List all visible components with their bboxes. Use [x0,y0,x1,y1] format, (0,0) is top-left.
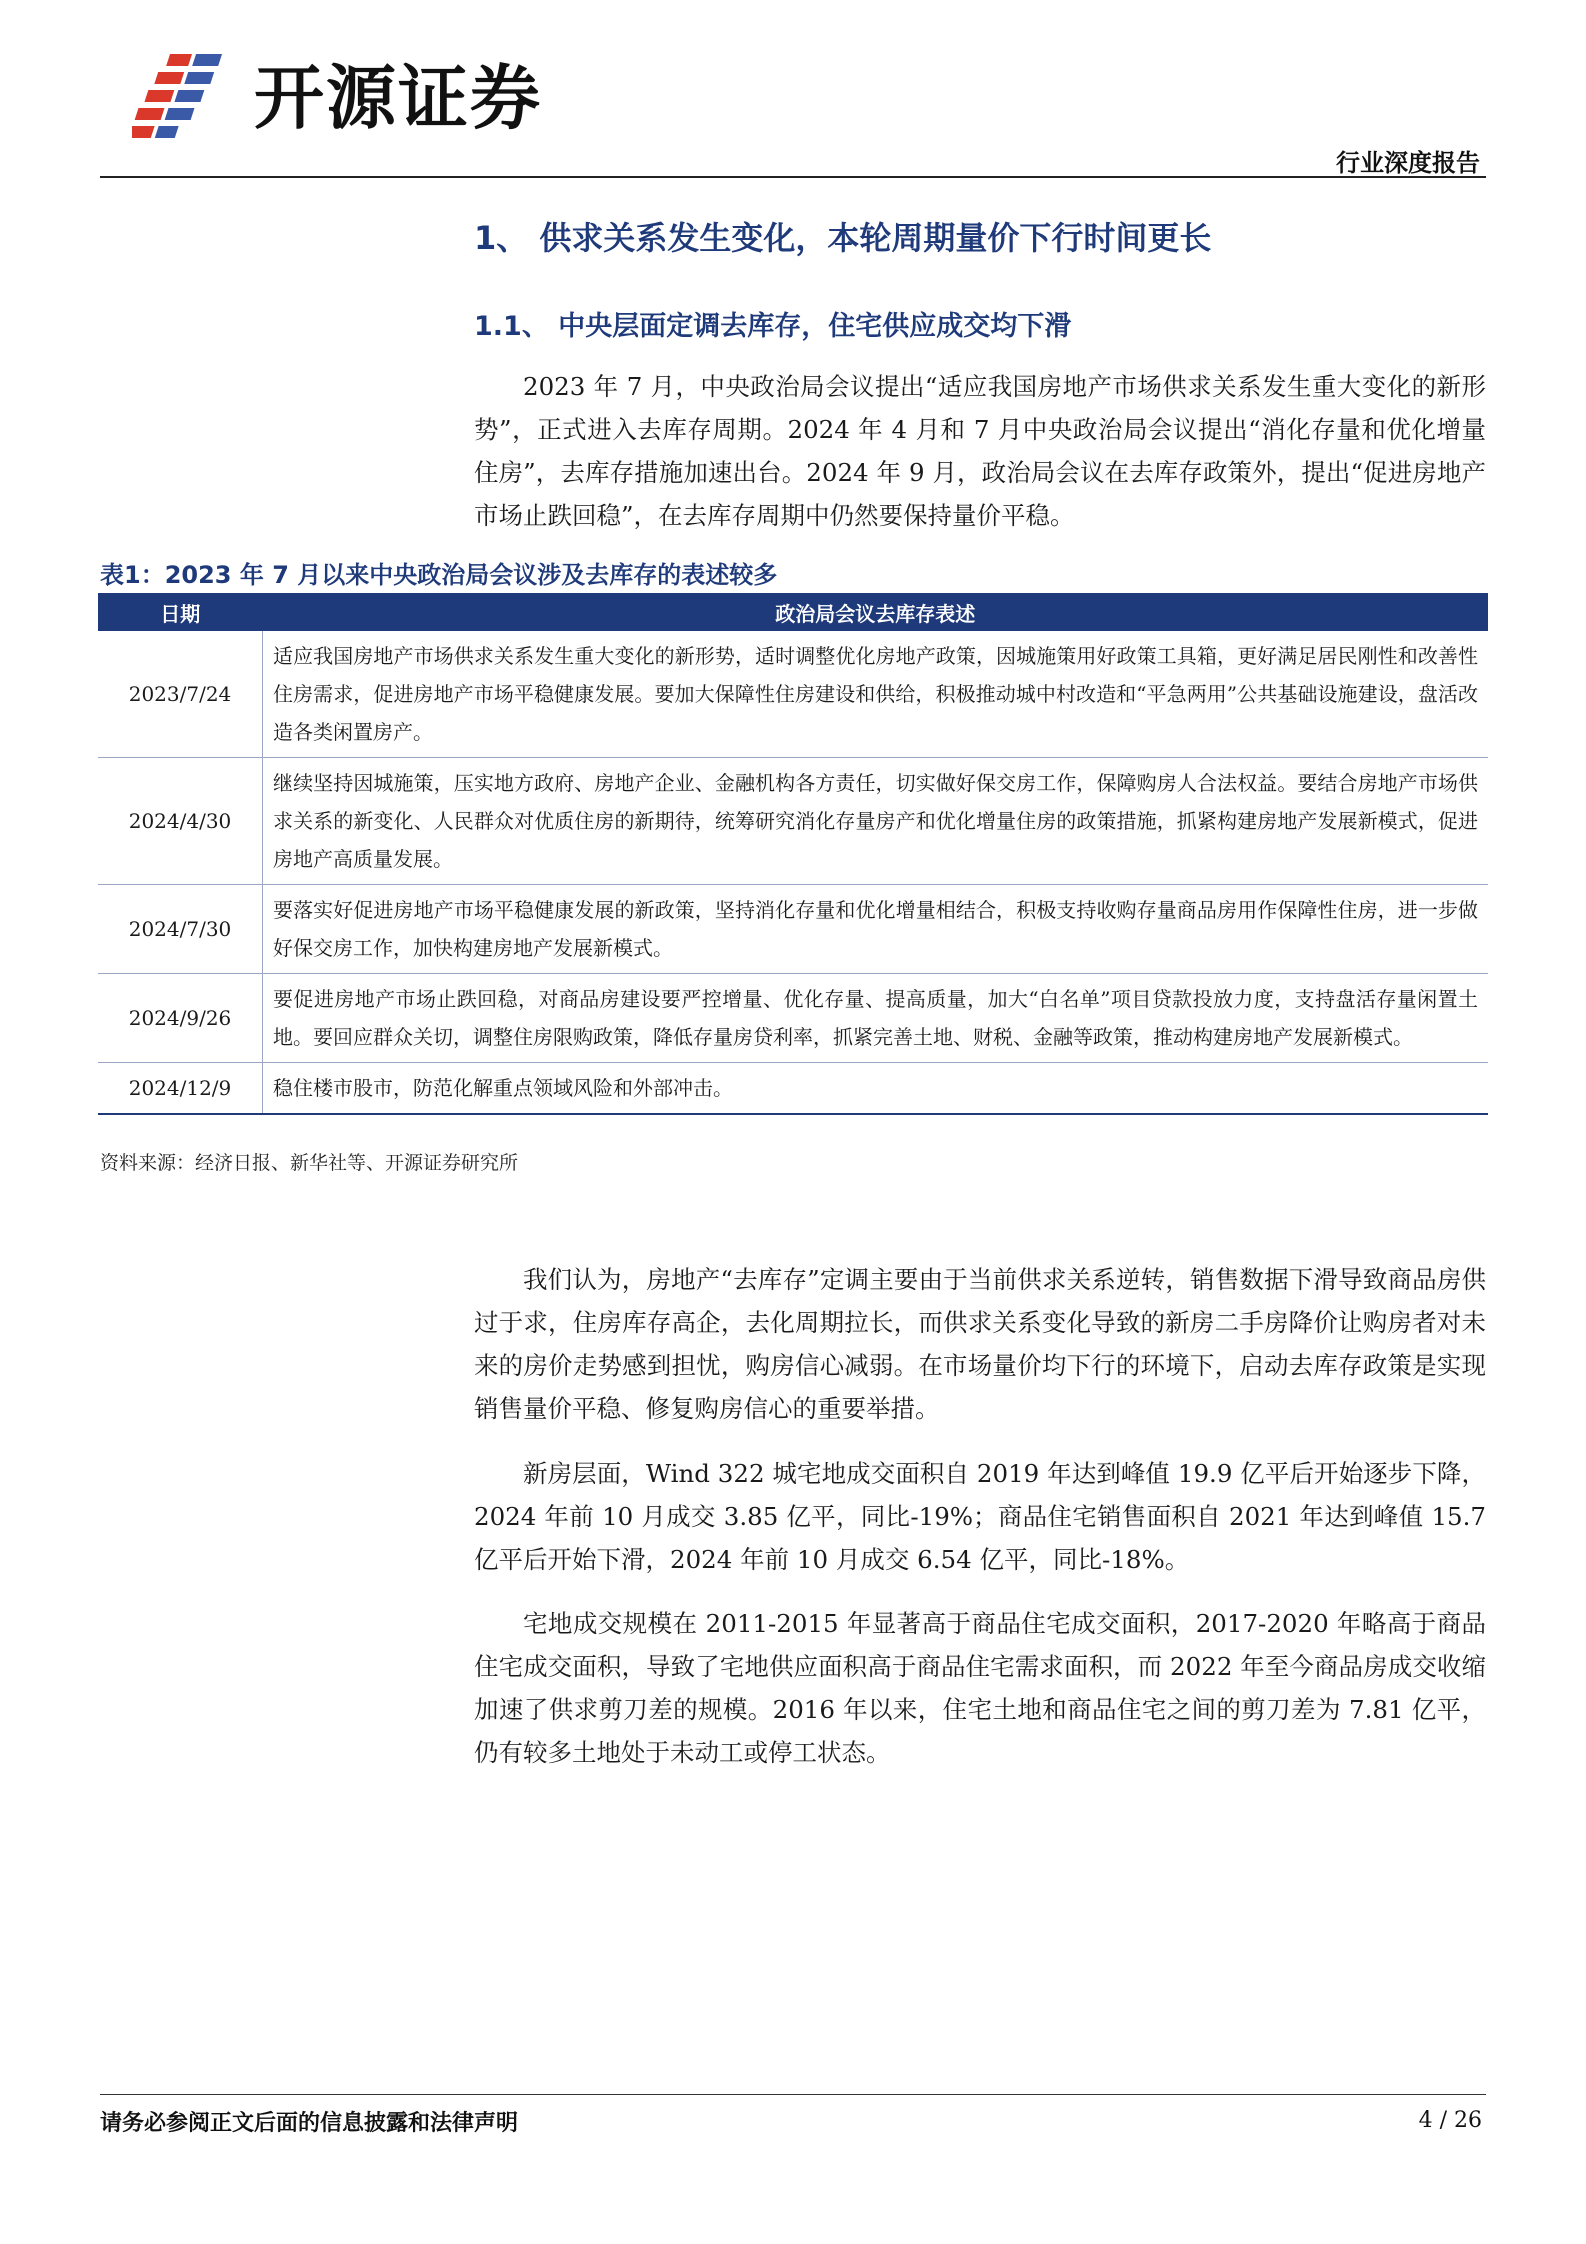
table-row [98,631,1488,758]
body-paragraph-1: 2023 年 7 月，中央政治局会议提出“适应我国房地产市场供求关系发生重大变化的新形势”，正式进入去库存周期。2024 年 4 月和 7 月中央政治局会议提出“消化存量和优化增量住房”，去库存措施加速出台。2024 年 9 月，政治局会议在去库存政策外，提出“促进房地产市场止跌回稳”，在去库存周期中仍然要保持量价平稳。 [474,372,1486,530]
cell-date: 2024/7/30 [98,885,263,974]
table-header-row [98,593,1488,631]
cell-date: 2024/12/9 [98,1063,263,1115]
report-type-label: 行业深度报告 [1336,149,1480,177]
page-number: 4 / 26 [1418,2108,1482,2133]
table-row [98,974,1488,1063]
cell-date: 2024/9/26 [98,974,263,1063]
table-title: 表1：2023 年 7 月以来中央政治局会议涉及去库存的表述较多 [100,561,778,589]
body-paragraph-4: 宅地成交规模在 2011-2015 年显著高于商品住宅成交面积，2017-2020 年略高于商品住宅成交面积，导致了宅地供应面积高于商品住宅需求面积，而 2022 年至今商品房成交收缩加速了供求剪刀差的规模。2016 年以来，住宅土地和商品住宅之间的剪刀差为 7.81 亿平，仍有较多土地处于未动工或停工状态。 [474,1609,1486,1767]
body-paragraph-2: 我们认为，房地产“去库存”定调主要由于当前供求关系逆转，销售数据下滑导致商品房供过于求，住房库存高企，去化周期拉长，而供求关系变化导致的新房二手房降价让购房者对未来的房价走势感到担忧，购房信心减弱。在市场量价均下行的环境下，启动去库存政策是实现销售量价平稳、修复购房信心的重要举措。 [474,1265,1486,1423]
brand-name: 开源证券 [254,57,542,139]
policy-table [98,593,1488,1115]
cell-date: 2024/4/30 [98,758,263,885]
table-row [98,1063,1488,1115]
column-header-statement: 政治局会议去库存表述 [263,593,1489,631]
cell-statement: 稳住楼市股市，防范化解重点领域风险和外部冲击。 [263,1063,1489,1115]
footer-disclaimer: 请务必参阅正文后面的信息披露和法律声明 [100,2110,519,2136]
table-source-note: 资料来源：经济日报、新华社等、开源证券研究所 [100,1152,519,1174]
footer-divider [100,2094,1486,2095]
brand-logo-icon [132,48,242,148]
cell-date: 2023/7/24 [98,631,263,758]
section-heading: 1、 供求关系发生变化，本轮周期量价下行时间更长 [474,219,1212,257]
cell-statement: 适应我国房地产市场供求关系发生重大变化的新形势，适时调整优化房地产政策，因城施策用好政策工具箱，更好满足居民刚性和改善性住房需求，促进房地产市场平稳健康发展。要加大保障性住房建设和供给，积极推动城中村改造和“平急两用”公共基础设施建设，盘活改造各类闲置房产。 [263,631,1489,758]
body-paragraph-3: 新房层面，Wind 322 城宅地成交面积自 2019 年达到峰值 19.9 亿平后开始逐步下降，2024 年前 10 月成交 3.85 亿平，同比-19%；商品住宅销售面积自 2021 年达到峰值 15.7 亿平后开始下滑，2024 年前 10 月成交 6.54 亿平，同比-18%。 [474,1459,1486,1574]
brand-logo [132,48,612,148]
header-divider [100,176,1486,178]
cell-statement: 要促进房地产市场止跌回稳，对商品房建设要严控增量、优化存量、提高质量，加大“白名单”项目贷款投放力度，支持盘活存量闲置土地。要回应群众关切，调整住房限购政策，降低存量房贷利率，抓紧完善土地、财税、金融等政策，推动构建房地产发展新模式。 [263,974,1489,1063]
subsection-heading: 1.1、 中央层面定调去库存，住宅供应成交均下滑 [474,311,1072,342]
table-row [98,758,1488,885]
column-header-date: 日期 [98,593,263,631]
table-row [98,885,1488,974]
cell-statement: 要落实好促进房地产市场平稳健康发展的新政策，坚持消化存量和优化增量相结合，积极支持收购存量商品房用作保障性住房，进一步做好保交房工作，加快构建房地产发展新模式。 [263,885,1489,974]
cell-statement: 继续坚持因城施策，压实地方政府、房地产企业、金融机构各方责任，切实做好保交房工作，保障购房人合法权益。要结合房地产市场供求关系的新变化、人民群众对优质住房的新期待，统筹研究消化存量房产和优化增量住房的政策措施，抓紧构建房地产发展新模式，促进房地产高质量发展。 [263,758,1489,885]
